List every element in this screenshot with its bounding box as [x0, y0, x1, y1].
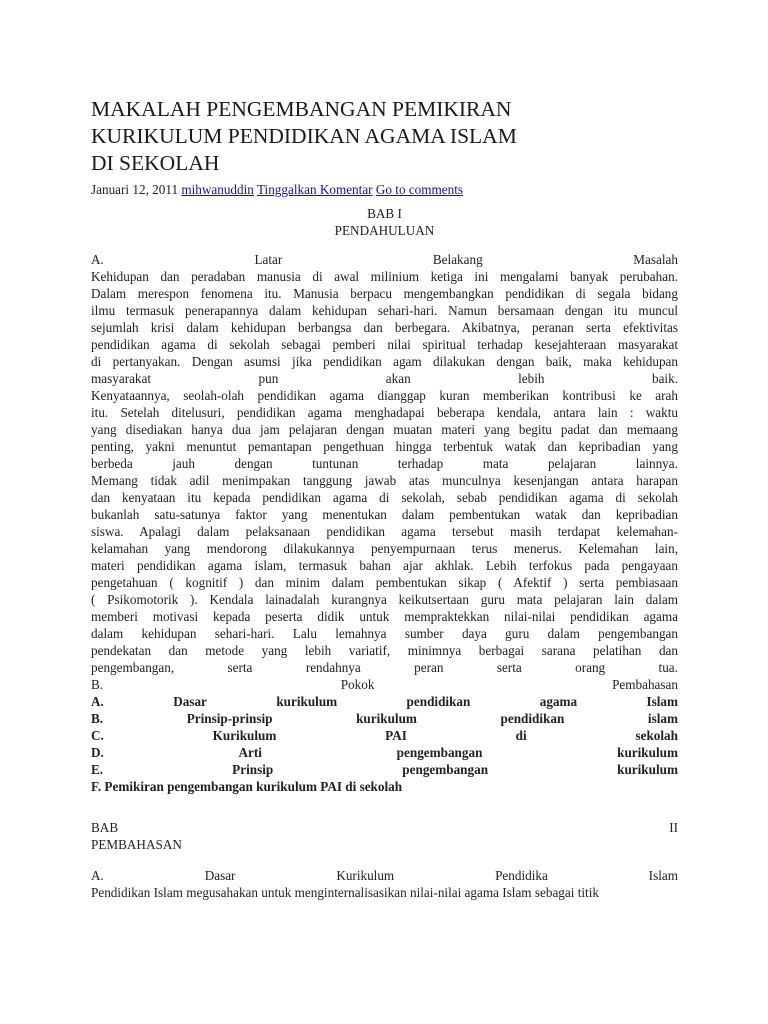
heading-word: Dasar: [204, 868, 236, 883]
heading-word: BAB: [91, 820, 119, 835]
paragraph-line: di pertanyakan. Dengan asumsi jika pendidikan agam dilakukan dengan baik, maka kehidupan: [91, 354, 678, 369]
heading-word: Pembahasan: [612, 677, 678, 692]
paragraph-line: yang disediakan hanya dua jam pelajaran dengan muatan materi yang begitu padat dan memaang: [91, 422, 678, 437]
paragraph-line: Pendidikan Islam megusahakan untuk menginternalisasikan nilai-nilai agama Islam sebagai titik: [91, 885, 599, 900]
heading-word: Islam: [648, 868, 678, 883]
paragraph-line: siswa. Apalagi dalam pelaksanaan pendidikan agama tersebut masih terdapat kelemahan-: [91, 524, 678, 539]
paragraph-line: Kehidupan dan peradaban manusia di awal milinium ketiga ini mengalami banyak perubahan.: [91, 269, 678, 284]
chapter1-title: PENDAHULUAN: [334, 223, 435, 238]
paragraph-line: berbeda jauh dengan tuntunan terhadap mata pelajaran lainnya.: [91, 456, 678, 471]
outline-item: D. Arti pengembangan kurikulum: [91, 745, 678, 760]
heading-word: Pendidika: [495, 868, 548, 883]
section2a-heading: [91, 867, 678, 884]
leave-comment-link[interactable]: Tinggalkan Komentar: [256, 182, 373, 197]
heading-word: Pokok: [340, 677, 375, 692]
paragraph-line: pendidikan agama di sekolah sebagai pemberi nilai spiritual terhadap kesejahteraan masyarakat: [91, 337, 678, 352]
go-to-comments-link[interactable]: Go to comments: [375, 182, 464, 197]
paragraph-line: pengetahuan ( kognitif ) dan minim dalam pembentukan sikap ( Afektif ) serta pembiasaan: [91, 575, 678, 590]
paragraph-line: Memang tidak adil menimpakan tanggung jawab atas munculnya kesenjangan antara harapan: [91, 473, 678, 488]
section-b-heading: [91, 676, 678, 693]
paragraph-line: sejumlah krisi dalam kehidupan berbangsa dan berbegara. Akibatnya, peranan serta efektivitas: [91, 320, 678, 335]
chapter2-label: [91, 819, 678, 836]
title-line: MAKALAH PENGEMBANGAN PEMIKIRAN: [91, 97, 512, 121]
paragraph-line: pengembangan, serta rendahnya peran serta orang tua.: [91, 660, 678, 675]
title-line: KURIKULUM PENDIDIKAN AGAMA ISLAM: [91, 124, 517, 148]
heading-word: Kurikulum: [336, 868, 395, 883]
chapter1-label: BAB I: [367, 206, 402, 221]
bab1-body: [91, 251, 678, 795]
outline-item: F. Pemikiran pengembangan kurikulum PAI di sekolah: [91, 779, 403, 794]
heading-word: A.: [91, 252, 104, 267]
outline-item: E. Prinsip pengembangan kurikulum: [91, 762, 678, 777]
bab2-section-a: [91, 867, 678, 901]
paragraph-line: bukanlah satu-satunya faktor yang menentukan dalam pembentukan watak dan kepribadian: [91, 507, 678, 522]
paragraph-line: penting, yakni menuntut pemantapan pengethuan hingga terbentuk watak dan kepribadian yang: [91, 439, 678, 454]
outline-item: A. Dasar kurikulum pendidikan agama Islam: [91, 694, 678, 709]
heading-word: A.: [91, 868, 104, 883]
outline-list: [91, 693, 678, 778]
heading-word: Belakang: [432, 252, 483, 267]
paragraph-pendahuluan: [91, 268, 678, 676]
paragraph-line: ilmu termasuk penerapannya dalam kehidupan sehari-hari. Namun bersamaan dengan itu muncul: [91, 303, 678, 318]
page-title: [91, 96, 691, 177]
paragraph-line: itu. Setelah ditelusuri, pendidikan agama menghadapai beberapa kendala, antara lain : waktu: [91, 405, 678, 420]
paragraph-line: dalam kehidupan sehari-hari. Lalu lemahnya sumber daya guru dalam pengembangan: [91, 626, 678, 641]
outline-item: C. Kurikulum PAI di sekolah: [91, 728, 678, 743]
heading-word: Latar: [254, 252, 283, 267]
heading-word: II: [669, 820, 678, 835]
paragraph-line: dan kenyataan itu kepada pendidikan agama di sekolah, sebab pendidikan agama di sekolah: [91, 490, 678, 505]
bab2-body: [91, 819, 678, 853]
paragraph-line: ( Psikomotorik ). Kendala lainadalah kurangnya keikutsertaan guru mata pelajaran lain dalam: [91, 592, 678, 607]
author-link[interactable]: mihwanuddin: [181, 182, 254, 197]
post-meta: [91, 181, 463, 198]
outline-item: B. Prinsip-prinsip kurikulum pendidikan islam: [91, 711, 678, 726]
paragraph-line: Dalam merespon fenomena itu. Manusia berpacu mengembangkan pendidikan di segala bidang: [91, 286, 678, 301]
paragraph-line: Kenyataannya, seolah-olah pendidikan agama dianggap kuran memberikan kontribusi ke arah: [91, 388, 678, 403]
chapter2-title: PEMBAHASAN: [91, 837, 182, 852]
title-line: DI SEKOLAH: [91, 151, 220, 175]
heading-word: B.: [91, 677, 104, 692]
section-a-heading: [91, 251, 678, 268]
paragraph-line: kelamahan yang mendorong dilakukannya penyempurnaan terus menerus. Kelemahan lain,: [91, 541, 678, 556]
paragraph-line: memberi motivasi kepada peserta didik untuk mempraktekkan nilai-nilai pendidikan agama: [91, 609, 678, 624]
heading-word: Masalah: [633, 252, 678, 267]
post-date: Januari 12, 2011: [91, 182, 179, 197]
paragraph-line: pendekatan dan metode yang lebih variatif, minimnya berbagai sarana pelatihan dan: [91, 643, 678, 658]
paragraph-line: masyarakat pun akan lebih baik.: [91, 371, 678, 386]
paragraph-line: materi pendidikan agama islam, termasuk bahan ajar akhlak. Lebih terfokus pada pengayaan: [91, 558, 678, 573]
